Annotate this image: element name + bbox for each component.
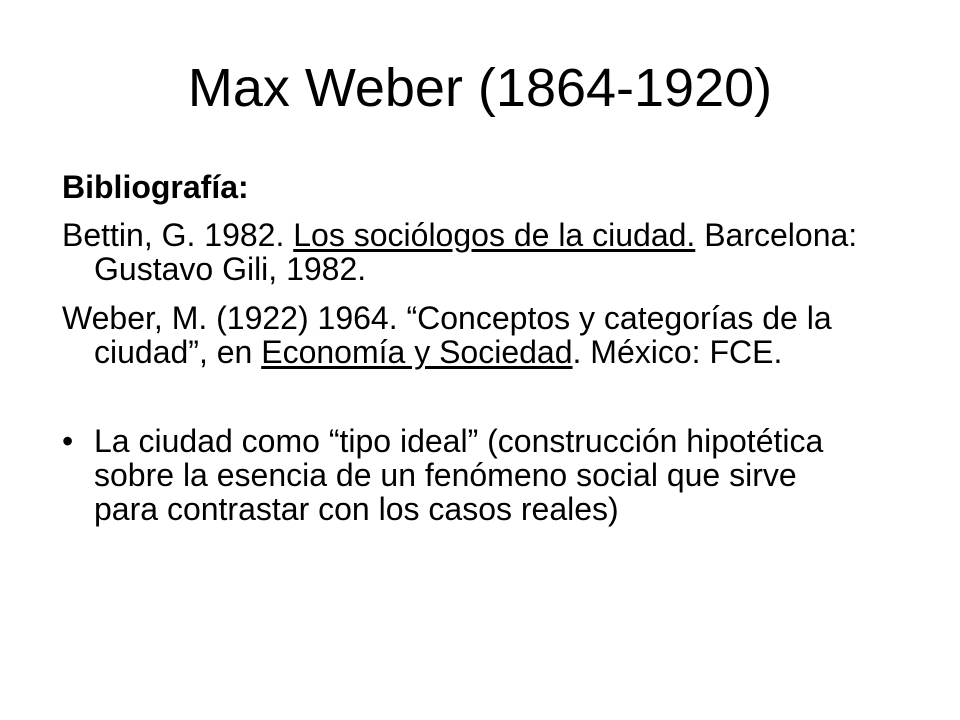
reference-bettin-publisher: Barcelona: Gustavo Gili, 1982. (94, 217, 858, 287)
reference-weber-publisher: . México: FCE. (572, 334, 783, 370)
bibliography-heading: Bibliografía: (62, 169, 249, 205)
bullet-icon: • (62, 423, 74, 459)
bullet-item (62, 424, 862, 526)
reference-weber-book-title: Economía y Sociedad (261, 334, 573, 370)
reference-bettin-book-title: Los sociólogos de la ciudad. (293, 217, 696, 253)
reference-weber (62, 301, 862, 369)
bullet-text: La ciudad como “tipo ideal” (construcción hipotética sobre la esencia de un fenómeno social que sirve para contrastar con los casos reales) (94, 423, 824, 527)
spacer (62, 384, 862, 424)
reference-bettin (62, 218, 862, 286)
reference-weber-author: Weber, M. (1922) 1964. “Conceptos y categorías de la ciudad”, en (62, 300, 832, 370)
reference-bettin-author: Bettin, G. 1982. (62, 217, 294, 253)
slide-title: Max Weber (1864-1920) (187, 58, 773, 118)
slide-body (62, 170, 862, 526)
